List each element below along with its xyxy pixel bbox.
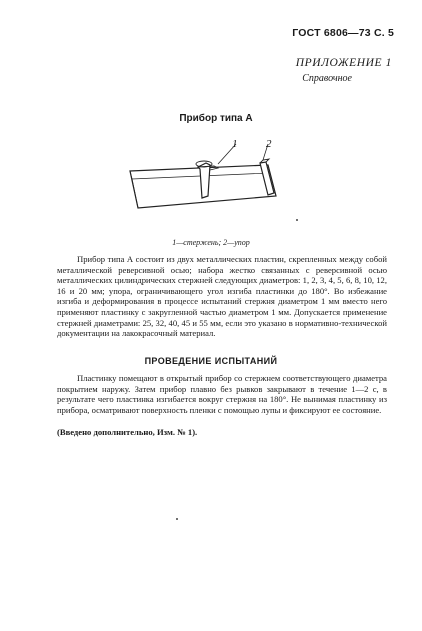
amendment-note: (Введено дополнительно, Изм. № 1). xyxy=(57,427,198,437)
procedure-paragraph xyxy=(57,373,387,415)
plate-edge xyxy=(130,171,138,208)
speck-mark xyxy=(296,219,298,221)
description-text: Прибор типа А состоит из двух металлических пластин, скрепленных между собой металлической реверсивной осью; набора жестко связанных с реверсивной осью металлических цилиндрических стержней следующих диаметров: 1, 2, 3, 4, 5, 6, 8, 10, 12, 16 и 20 мм; упора, ограничивающего угол изгиба пластинки до 180°. Во избежание изгиба и деформирования в процессе испытаний стержня диаметром 1 мм вместо него применяют пластинку с закругленной частью диаметром 1 мм. Допускается применение стержней диаметрами: 25, 32, 40, 45 и 55 мм, если это указано в нормативно-технической документации на лакокрасочный материал. xyxy=(57,254,387,339)
appendix-label: ПРИЛОЖЕНИЕ 1 xyxy=(295,57,392,69)
speck-mark xyxy=(176,518,178,520)
device-drawing xyxy=(118,138,318,223)
description-paragraph xyxy=(57,254,387,339)
callout-2: 2 xyxy=(266,138,272,150)
procedure-text: Пластинку помещают в открытый прибор со стержнем соответствующего диаметра покрытием наружу. Затем прибор плавно без рывков закрывают в течение 1—2 с, в результате чего пластинка изгибается вокруг стержня на 180°. Не вынимая пластинку из прибора, осматривают поверхность пленки с помощью лупы и фиксируют ее состояние. xyxy=(57,373,387,415)
callout-1: 1 xyxy=(232,138,238,150)
device-title: Прибор типа А xyxy=(179,113,253,124)
plate-drawing xyxy=(130,144,276,208)
section-title: ПРОВЕДЕНИЕ ИСПЫТАНИЙ xyxy=(144,356,278,366)
rod-1-drawing xyxy=(198,163,210,198)
figure-caption: 1—стержень; 2—упор xyxy=(172,238,250,247)
standard-header: ГОСТ 6806—73 С. 5 xyxy=(292,27,394,39)
appendix-type: Справочное xyxy=(302,73,352,84)
